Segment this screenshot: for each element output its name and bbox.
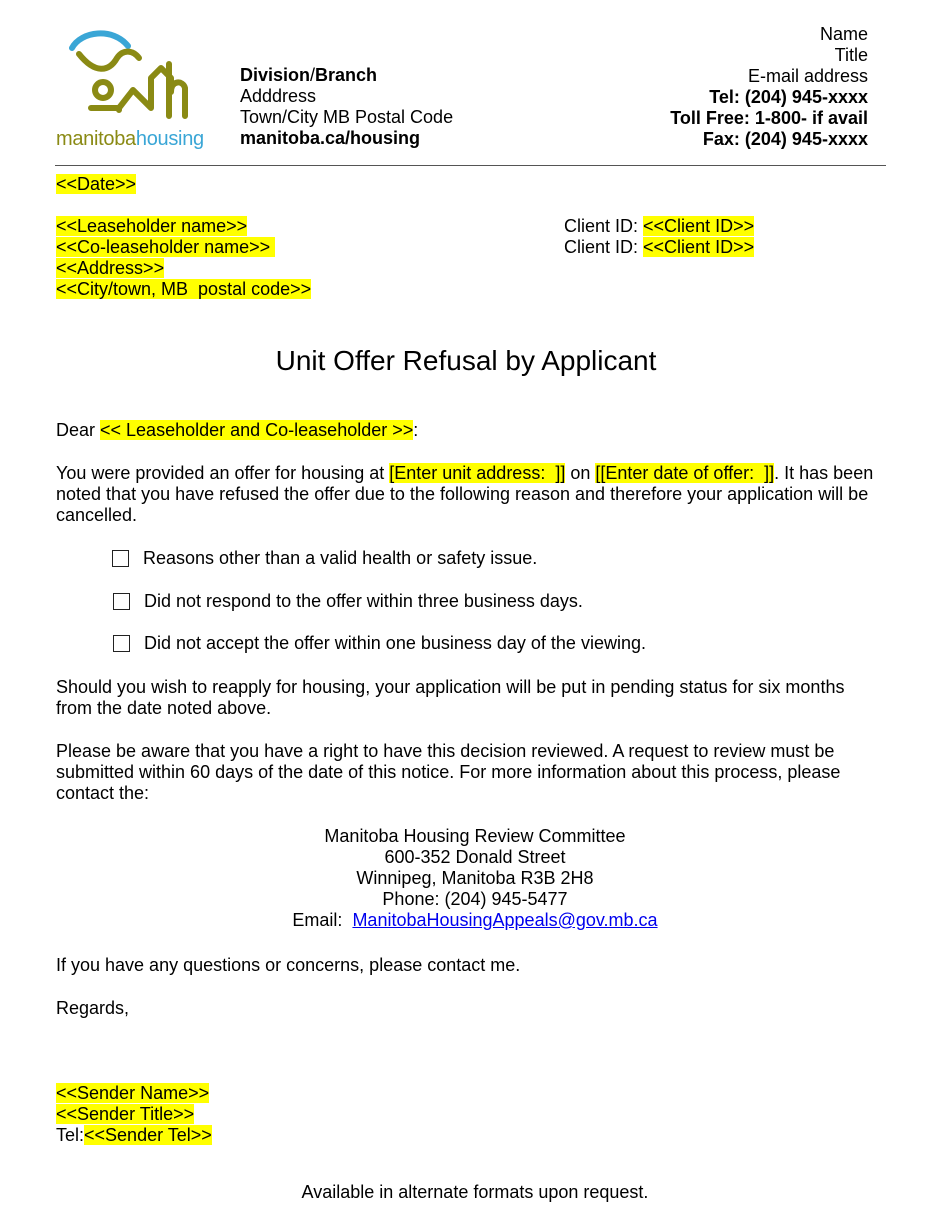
division-label: Division	[240, 65, 311, 85]
logo-word-manitoba: manitoba	[56, 128, 136, 150]
recipient-co-leaseholder	[56, 237, 311, 258]
contact-title: Title	[834, 45, 868, 65]
intro-line-2: noted that you have refused the offer due to the following reason and therefore your application will be	[56, 484, 869, 504]
closing: Regards,	[56, 998, 130, 1018]
logo-word-housing: housing	[135, 128, 204, 150]
reason-option[interactable]	[112, 548, 537, 569]
recipient-block	[56, 216, 311, 300]
salutation-name-placeholder: << Leaseholder and Co-leaseholder >>	[100, 420, 414, 440]
reason-option[interactable]	[112, 591, 583, 612]
leaseholder-placeholder: <<Leaseholder name>>	[56, 216, 248, 236]
contact-fax: Fax: (204) 945-xxxx	[702, 129, 868, 149]
committee-name: Manitoba Housing Review Committee	[324, 826, 626, 846]
reason-option[interactable]	[112, 633, 646, 654]
sender-tel-label: Tel:	[56, 1125, 85, 1145]
review-line-3: contact the:	[56, 783, 150, 803]
committee-email-label: Email:	[292, 910, 353, 930]
reason-checkbox[interactable]	[113, 593, 130, 610]
recipient-address	[56, 258, 311, 279]
contact-tel: Tel: (204) 945-xxxx	[709, 87, 868, 107]
client-id-value: <<Client ID>>	[643, 216, 755, 236]
offer-date-placeholder: [[Enter date of offer: ]]	[595, 463, 775, 483]
unit-address-placeholder: [Enter unit address: ]]	[389, 463, 566, 483]
sender-contact-block	[670, 24, 868, 150]
contact-name: Name	[819, 24, 868, 44]
reapply-line-2: from the date noted above.	[56, 698, 272, 718]
recipient-city	[56, 279, 311, 300]
reason-label: Did not accept the offer within one business day of the viewing.	[144, 633, 646, 653]
header-divider	[55, 165, 886, 166]
intro-text: on	[565, 463, 596, 483]
questions-line: If you have any questions or concerns, please contact me.	[56, 955, 521, 975]
office-city: Town/City MB Postal Code	[240, 107, 454, 127]
client-id-row	[564, 216, 754, 237]
contact-toll-free: Toll Free: 1-800- if avail	[670, 108, 868, 128]
committee-email-link[interactable]: ManitobaHousingAppeals@gov.mb.ca	[352, 910, 658, 930]
intro-text: . It has been	[774, 463, 874, 483]
division-branch	[240, 65, 453, 86]
contact-email: E-mail address	[747, 66, 868, 86]
committee-street: 600-352 Donald Street	[384, 847, 566, 867]
sender-name-placeholder: <<Sender Name>>	[56, 1083, 210, 1103]
manitoba-housing-logo	[55, 28, 210, 153]
salutation-suffix: :	[413, 420, 419, 440]
branch-label: Branch	[315, 65, 378, 85]
reason-checkbox[interactable]	[112, 550, 129, 567]
committee-city: Winnipeg, Manitoba R3B 2H8	[356, 868, 594, 888]
letter-date	[56, 174, 136, 195]
intro-line-3: cancelled.	[56, 505, 138, 525]
intro-line-1	[56, 463, 906, 484]
signature-name-row	[56, 1083, 906, 1104]
client-id-value: <<Client ID>>	[643, 237, 755, 257]
city-placeholder: <<City/town, MB postal code>>	[56, 279, 312, 299]
logo-wordmark	[56, 128, 204, 150]
salutation-prefix: Dear	[56, 420, 101, 440]
sender-title-placeholder: <<Sender Title>>	[56, 1104, 195, 1124]
client-id-label: Client ID:	[564, 237, 644, 257]
signature-tel-row	[56, 1125, 906, 1146]
letter-title: Unit Offer Refusal by Applicant	[275, 345, 657, 376]
committee-phone: Phone: (204) 945-5477	[382, 889, 568, 909]
committee-email-row	[0, 910, 950, 931]
reason-label: Did not respond to the offer within three business days.	[144, 591, 583, 611]
office-website: manitoba.ca/housing	[240, 128, 421, 148]
client-id-label: Client ID:	[564, 216, 644, 236]
reason-checkbox[interactable]	[113, 635, 130, 652]
recipient-leaseholder	[56, 216, 311, 237]
reapply-paragraph	[56, 677, 906, 719]
logo-graphic	[55, 28, 210, 128]
review-committee-address	[0, 826, 950, 931]
client-id-row	[564, 237, 754, 258]
review-line-2: submitted within 60 days of the date of this notice. For more information about this process, please	[56, 762, 841, 782]
intro-paragraph	[56, 463, 906, 526]
sender-tel-placeholder: <<Sender Tel>>	[84, 1125, 212, 1145]
co-leaseholder-placeholder: <<Co-leaseholder name>>	[56, 237, 276, 257]
division-slash: /	[310, 65, 316, 85]
office-address: Adddress	[240, 86, 317, 106]
reapply-line-1: Should you wish to reapply for housing, your application will be put in pending status for six months	[56, 677, 845, 697]
address-placeholder: <<Address>>	[56, 258, 165, 278]
signature-title-row	[56, 1104, 906, 1125]
intro-text: You were provided an offer for housing at	[56, 463, 390, 483]
date-placeholder: <<Date>>	[56, 174, 137, 194]
signature-block	[56, 1083, 906, 1146]
alternate-formats-note: Available in alternate formats upon request.	[301, 1182, 649, 1202]
salutation	[56, 420, 418, 441]
review-paragraph	[56, 741, 906, 804]
division-address-block	[240, 65, 453, 149]
client-id-block	[564, 216, 754, 258]
review-line-1: Please be aware that you have a right to have this decision reviewed. A request to review must be	[56, 741, 835, 761]
reason-label: Reasons other than a valid health or safety issue.	[143, 548, 538, 568]
